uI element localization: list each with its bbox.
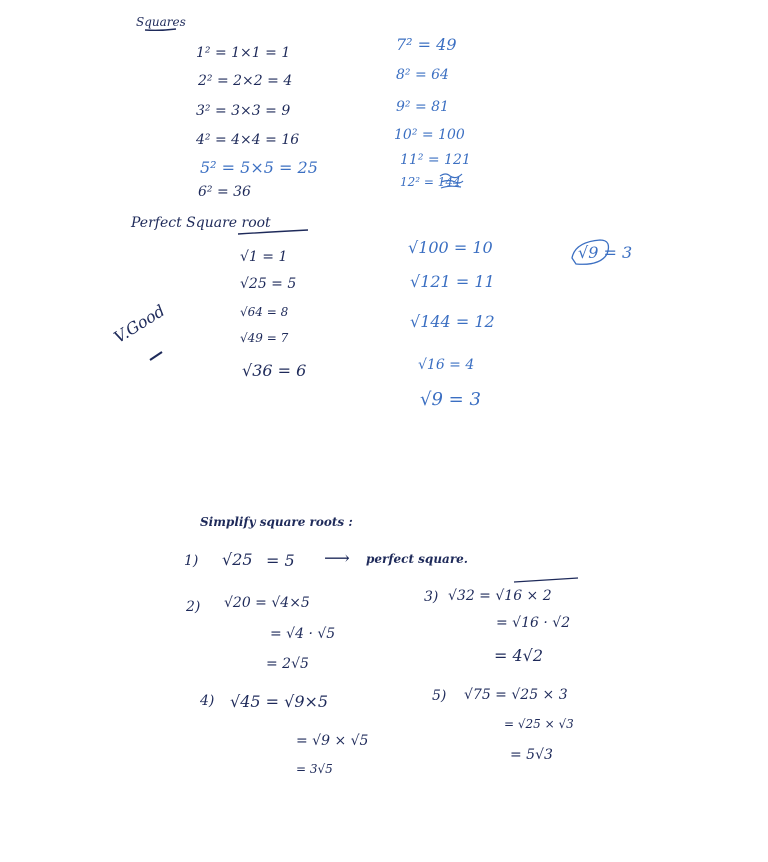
square-row-7: 7² = 49 — [396, 35, 457, 54]
ex1-arrow: ⟶ — [324, 548, 350, 569]
square-row-5: 5² = 5×5 = 25 — [200, 158, 318, 177]
ex1-expr: √25 — [222, 550, 253, 569]
square-row-4: 4² = 4×4 = 16 — [196, 132, 300, 148]
teacher-remark: V.Good — [110, 300, 169, 347]
check-mark — [150, 352, 162, 360]
square-row-1: 1² = 1×1 = 1 — [196, 45, 291, 61]
square-row-2: 2² = 2×2 = 4 — [198, 73, 293, 89]
psr-mid-1: √100 = 10 — [408, 238, 493, 257]
ex1-result: = 5 — [266, 551, 295, 570]
square-row-11: 11² = 121 — [400, 152, 471, 168]
psr-left-1: √1 = 1 — [240, 249, 288, 265]
ex2-line2: = √4 · √5 — [270, 626, 336, 642]
ex5-line1: √75 = √25 × 3 — [464, 687, 568, 703]
psr-left-2: √25 = 5 — [240, 276, 297, 292]
psr-left-5: √36 = 6 — [242, 361, 307, 380]
square-row-12: 12² = 144 — [400, 175, 461, 189]
psr-right-1: √9 = 3 — [578, 243, 633, 262]
overline-16x2 — [514, 578, 578, 582]
psr-left-3: √64 = 8 — [240, 305, 289, 319]
square-row-10: 10² = 100 — [394, 127, 465, 143]
ex1-number: 1) — [184, 553, 199, 569]
psr-mid-5: √9 = 3 — [420, 389, 481, 410]
ex4-line2: = √9 × √5 — [296, 733, 369, 749]
ex1-note: perfect square. — [366, 552, 468, 566]
ex5-number: 5) — [432, 688, 447, 704]
psr-mid-3: √144 = 12 — [410, 312, 495, 331]
psr-left-4: √49 = 7 — [240, 331, 289, 345]
ex3-line1: √32 = √16 × 2 — [448, 588, 552, 604]
square-row-9: 9² = 81 — [396, 99, 449, 115]
square-row-6: 6² = 36 — [198, 184, 251, 200]
ex4-number: 4) — [200, 693, 215, 709]
ex3-number: 3) — [424, 589, 439, 605]
ex2-number: 2) — [186, 599, 201, 615]
square-row-8: 8² = 64 — [396, 67, 449, 83]
ex4-line3: = 3√5 — [296, 762, 333, 776]
psr-mid-2: √121 = 11 — [410, 272, 495, 291]
ex3-line2: = √16 · √2 — [496, 615, 571, 631]
psr-mid-4: √16 = 4 — [418, 357, 475, 373]
squares-underline — [145, 29, 176, 30]
squares-heading: Squares — [136, 15, 186, 29]
ex4-line1: √45 = √9×5 — [230, 692, 329, 711]
ex5-line2: = √25 × √3 — [504, 717, 574, 731]
ex2-line1: √20 = √4×5 — [224, 595, 310, 611]
square-row-3: 3² = 3×3 = 9 — [196, 103, 291, 119]
ex2-line3: = 2√5 — [266, 656, 309, 672]
ex5-line3: = 5√3 — [510, 747, 553, 763]
ex3-line3: = 4√2 — [494, 646, 544, 665]
psr-heading: Perfect Square root — [131, 215, 271, 231]
simplify-heading: Simplify square roots : — [200, 515, 353, 529]
